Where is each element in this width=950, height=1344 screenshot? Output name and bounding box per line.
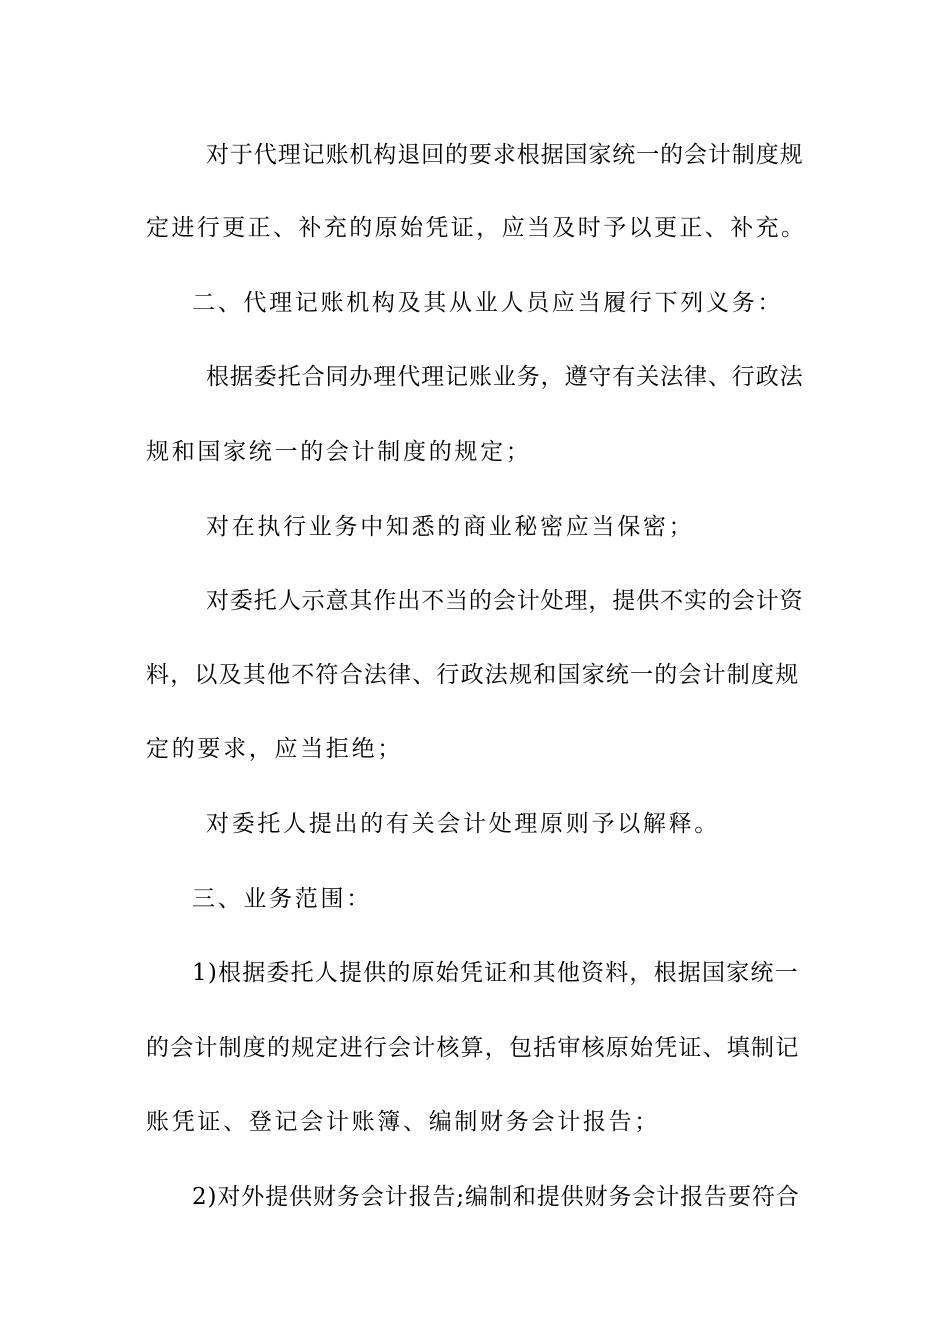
section-heading: 二、代理记账机构及其从业人员应当履行下列义务： [192,290,784,316]
section-heading: 三、业务范围： [192,886,372,912]
paragraph-line: 1)根据委托人提供的原始凭证和其他资料，根据国家统一 [192,960,799,986]
paragraph-line: 对在执行业务中知悉的商业秘密应当保密； [206,514,695,540]
paragraph-line: 账凭证、登记会计账簿、编制财务会计报告； [146,1109,660,1135]
paragraph-line: 根据委托合同办理代理记账业务，遵守有关法律、行政法 [206,364,804,390]
paragraph-line: 定进行更正、补充的原始凭证，应当及时予以更正、补充。 [146,215,807,241]
paragraph-line: 对于代理记账机构退回的要求根据国家统一的会计制度规 [206,142,804,168]
paragraph-line: 料，以及其他不符合法律、行政法规和国家统一的会计制度规 [146,662,800,688]
paragraph-line: 规和国家统一的会计制度的规定； [146,439,532,465]
paragraph-line: 对委托人提出的有关会计处理原则予以解释。 [206,811,720,837]
paragraph-line: 的会计制度的规定进行会计核算，包括审核原始凭证、填制记 [146,1035,800,1061]
paragraph-line: 对委托人示意其作出不当的会计处理，提供不实的会计资 [206,588,804,614]
paragraph-line: 定的要求，应当拒绝； [146,736,403,762]
paragraph-line: 2)对外提供财务会计报告;编制和提供财务会计报告要符合 [192,1184,800,1210]
